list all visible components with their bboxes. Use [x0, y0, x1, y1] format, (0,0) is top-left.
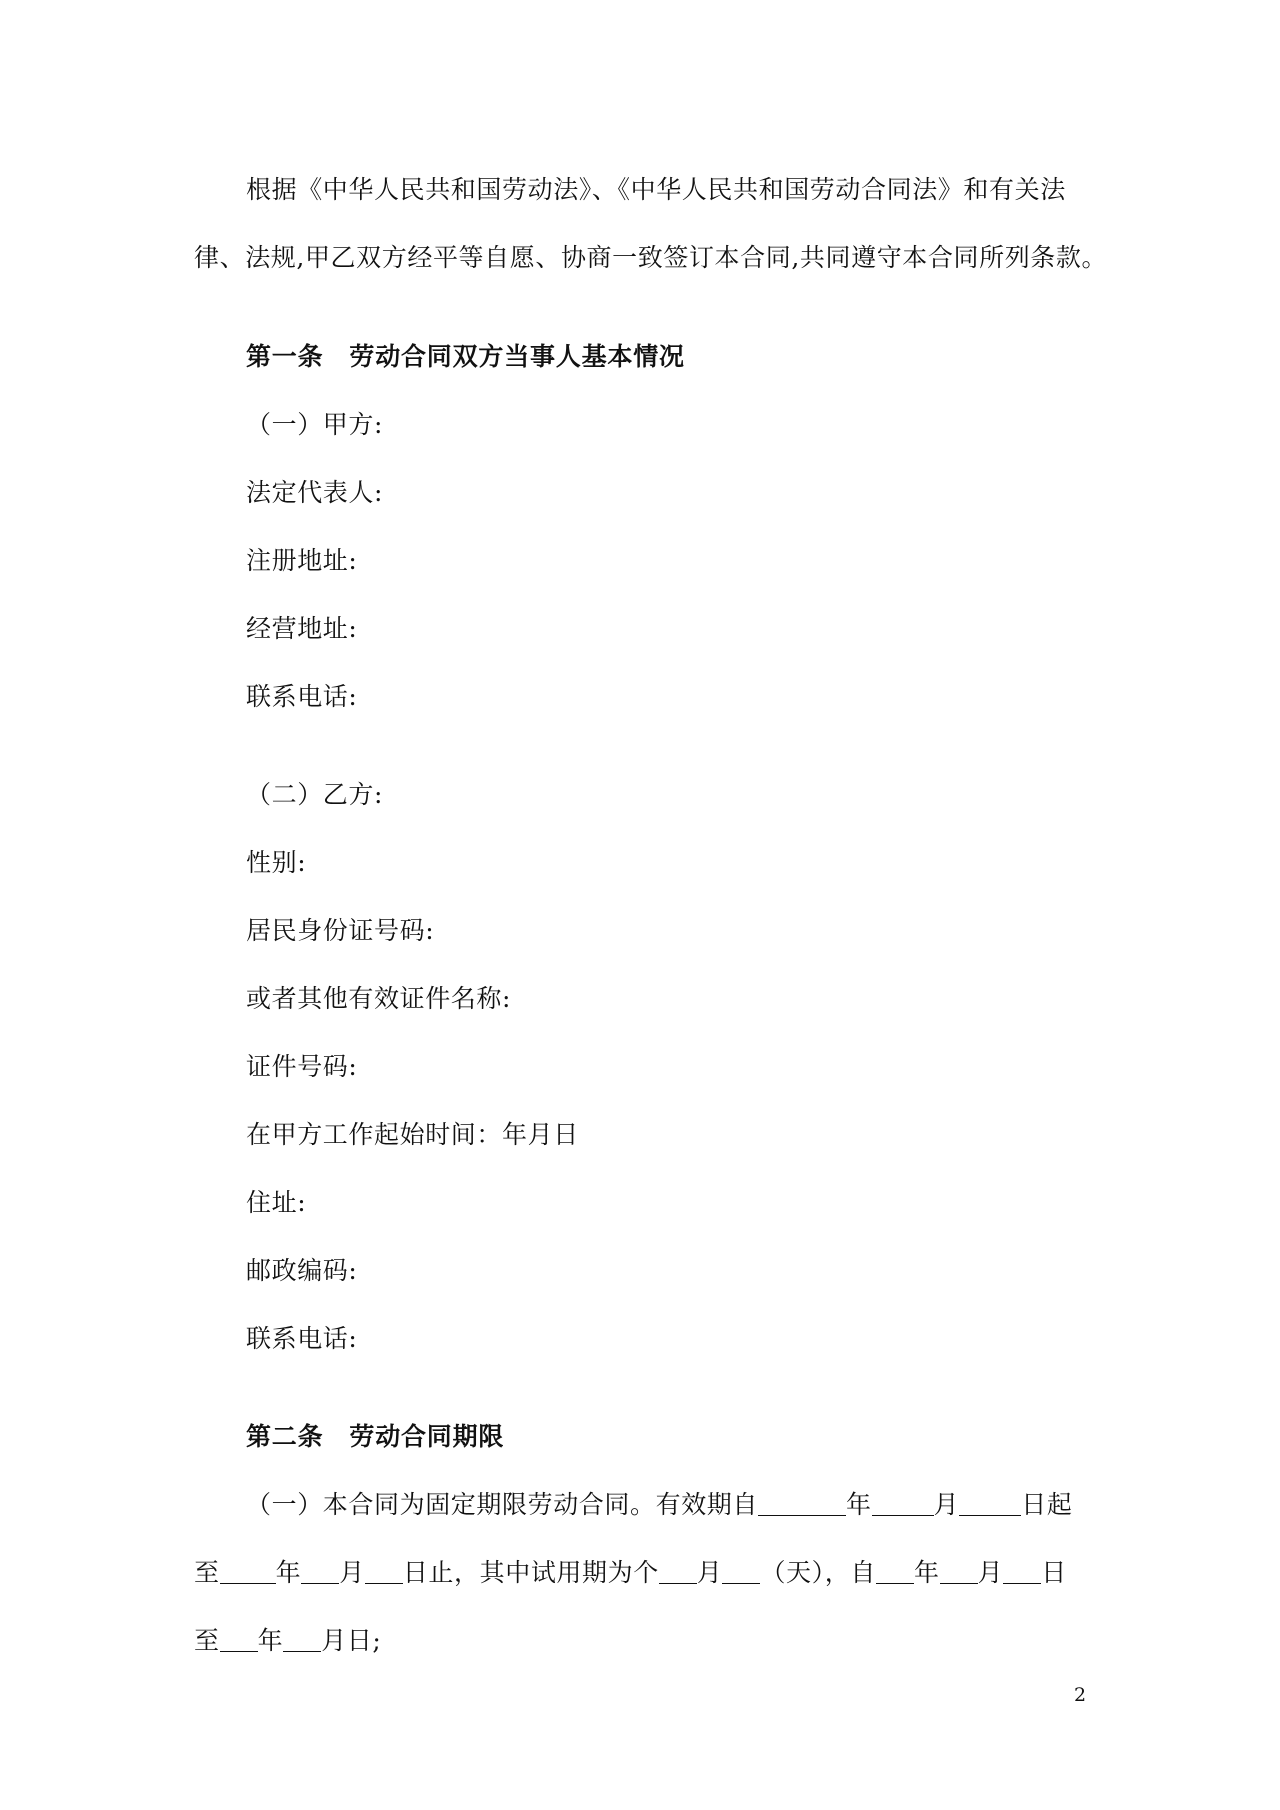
blank-start-month [872, 1489, 934, 1516]
clause-text: 月 [339, 1558, 365, 1587]
party-b-other-id-name: 或者其他有效证件名称: [246, 984, 512, 1013]
blank-end-year [220, 1557, 276, 1584]
party-b-postal-code: 邮政编码: [246, 1256, 358, 1285]
party-a-business-address: 经营地址: [246, 614, 358, 643]
blank-end-month [301, 1557, 339, 1584]
blank-probation-end-month [283, 1625, 321, 1652]
clause-text: （一）本合同为固定期限劳动合同。有效期自 [246, 1490, 759, 1519]
clause-text: 至 [194, 1626, 220, 1655]
article-1-number: 第一条 [246, 342, 324, 371]
article-2-title: 劳动合同期限 [349, 1422, 505, 1451]
blank-start-day [959, 1489, 1021, 1516]
clause-text: 年 [275, 1558, 302, 1587]
blank-probation-end-year [220, 1625, 258, 1652]
party-b-start-date: 在甲方工作起始时间：年月日 [246, 1120, 579, 1149]
article-1-heading [246, 340, 685, 374]
clause-text: 月 [696, 1558, 723, 1587]
clause-text: 月日; [321, 1626, 382, 1655]
clause-text: 月 [977, 1558, 1004, 1587]
blank-probation-start-month [940, 1557, 978, 1584]
clause-text: （天），自 [760, 1558, 876, 1587]
party-b-id-no: 证件号码: [246, 1052, 358, 1081]
clause-text: 日起 [1021, 1490, 1073, 1519]
party-a-heading: （一）甲方: [246, 410, 384, 439]
article-1-title: 劳动合同双方当事人基本情况 [349, 342, 685, 371]
page-number: 2 [1074, 1684, 1087, 1706]
blank-end-day [365, 1557, 403, 1584]
clause-text: 年 [846, 1490, 872, 1519]
clause-text: 年 [257, 1626, 284, 1655]
article-2-number: 第二条 [246, 1422, 324, 1451]
blank-probation-start-year [876, 1557, 914, 1584]
party-a-phone: 联系电话: [246, 682, 358, 711]
clause-text: 至 [194, 1558, 220, 1587]
clause-text: 日止，其中试用期为个 [402, 1558, 659, 1587]
clause-text: 日 [1041, 1558, 1067, 1587]
party-b-phone: 联系电话: [246, 1324, 358, 1353]
article-2-clause-1-line-1 [246, 1488, 1072, 1522]
blank-probation-start-day [1003, 1557, 1041, 1584]
party-a-legal-representative: 法定代表人: [246, 478, 384, 507]
party-b-address: 住址: [246, 1188, 307, 1217]
preamble-line-2: 律、法规,甲乙双方经平等自愿、协商一致签订本合同,共同遵守本合同所列条款。 [194, 243, 1108, 272]
party-b-heading: （二）乙方: [246, 780, 384, 809]
clause-text: 月 [933, 1490, 960, 1519]
clause-text: 年 [913, 1558, 940, 1587]
article-2-heading [246, 1420, 504, 1454]
party-a-registered-address: 注册地址: [246, 546, 358, 575]
party-b-gender: 性别: [246, 848, 307, 877]
blank-start-year [758, 1489, 846, 1516]
blank-probation-months [659, 1557, 697, 1584]
blank-probation-days [722, 1557, 760, 1584]
preamble-line-1: 根据《中华人民共和国劳动法》、《中华人民共和国劳动合同法》和有关法 [246, 175, 1066, 204]
article-2-clause-1-line-3 [194, 1624, 381, 1658]
party-b-id-number: 居民身份证号码: [246, 916, 435, 945]
article-2-clause-1-line-2 [194, 1556, 1067, 1590]
